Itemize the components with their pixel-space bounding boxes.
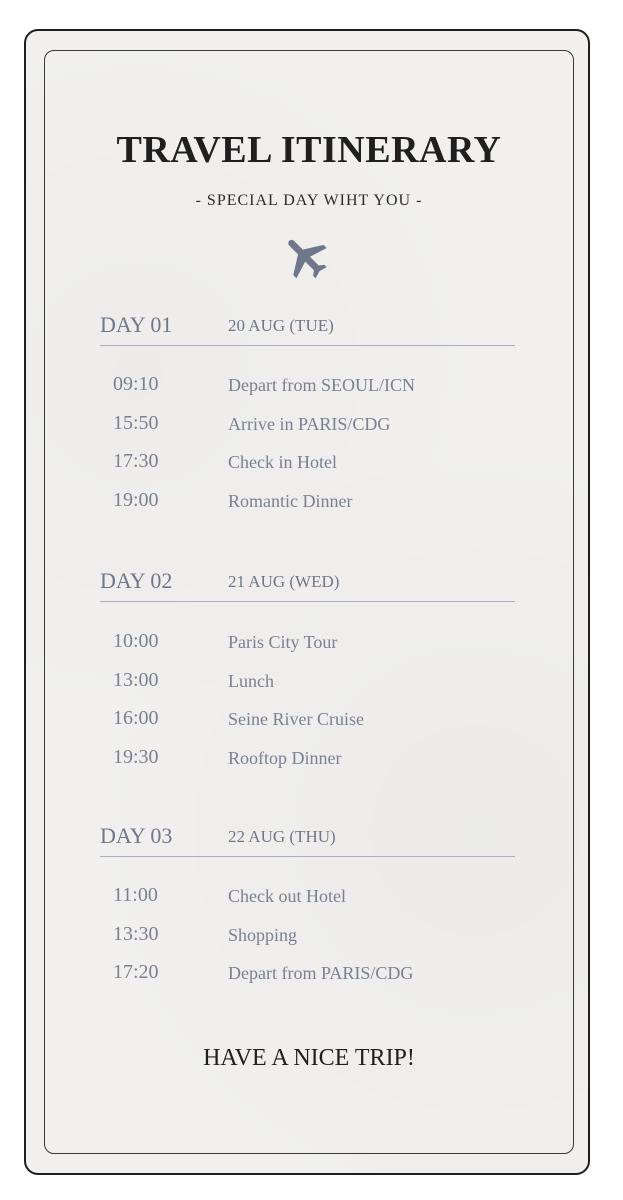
itinerary-row [113, 631, 513, 655]
day-date: 21 AUG (WED) [228, 572, 340, 591]
day-header [100, 570, 515, 600]
itinerary-time: 13:30 [113, 923, 159, 945]
day-divider [100, 345, 515, 346]
itinerary-row [113, 924, 513, 948]
itinerary-time: 09:10 [113, 373, 159, 395]
itinerary-time: 19:00 [113, 489, 159, 511]
itinerary-description: Shopping [228, 925, 298, 945]
itinerary-time: 13:00 [113, 669, 159, 691]
itinerary-row [113, 747, 513, 771]
footer-message: HAVE A NICE TRIP! [203, 1045, 415, 1071]
itinerary-card [24, 29, 590, 1175]
itinerary-row [113, 885, 513, 909]
day-divider [100, 601, 515, 602]
inner-frame [44, 50, 574, 1154]
itinerary-row [113, 374, 513, 398]
day-label: DAY 02 [100, 568, 173, 593]
itinerary-time: 16:00 [113, 707, 159, 729]
page-title: TRAVEL ITINERARY [116, 129, 502, 171]
itinerary-time: 10:00 [113, 630, 159, 652]
itinerary-time: 19:30 [113, 746, 159, 768]
itinerary-description: Check out Hotel [228, 886, 346, 906]
itinerary-row [113, 490, 513, 514]
day-header [100, 314, 515, 344]
itinerary-description: Depart from PARIS/CDG [228, 963, 414, 983]
day-header [100, 825, 515, 855]
itinerary-description: Seine River Cruise [228, 709, 364, 729]
itinerary-row [113, 962, 513, 986]
itinerary-row [113, 413, 513, 437]
day-label: DAY 03 [100, 823, 173, 848]
itinerary-description: Rooftop Dinner [228, 748, 342, 768]
airplane-icon [279, 229, 333, 283]
itinerary-row [113, 451, 513, 475]
itinerary-time: 15:50 [113, 412, 159, 434]
day-divider [100, 856, 515, 857]
day-date: 22 AUG (THU) [228, 827, 336, 846]
itinerary-row [113, 670, 513, 694]
day-date: 20 AUG (TUE) [228, 316, 334, 335]
itinerary-time: 17:30 [113, 450, 159, 472]
itinerary-description: Check in Hotel [228, 452, 337, 472]
itinerary-description: Romantic Dinner [228, 491, 353, 511]
page-subtitle: - SPECIAL DAY WIHT YOU - [195, 192, 423, 209]
itinerary-description: Depart from SEOUL/ICN [228, 375, 415, 395]
itinerary-description: Arrive in PARIS/CDG [228, 414, 391, 434]
itinerary-description: Lunch [228, 671, 274, 691]
itinerary-row [113, 708, 513, 732]
itinerary-time: 17:20 [113, 961, 159, 983]
day-label: DAY 01 [100, 312, 173, 337]
itinerary-description: Paris City Tour [228, 632, 338, 652]
itinerary-time: 11:00 [113, 884, 158, 906]
